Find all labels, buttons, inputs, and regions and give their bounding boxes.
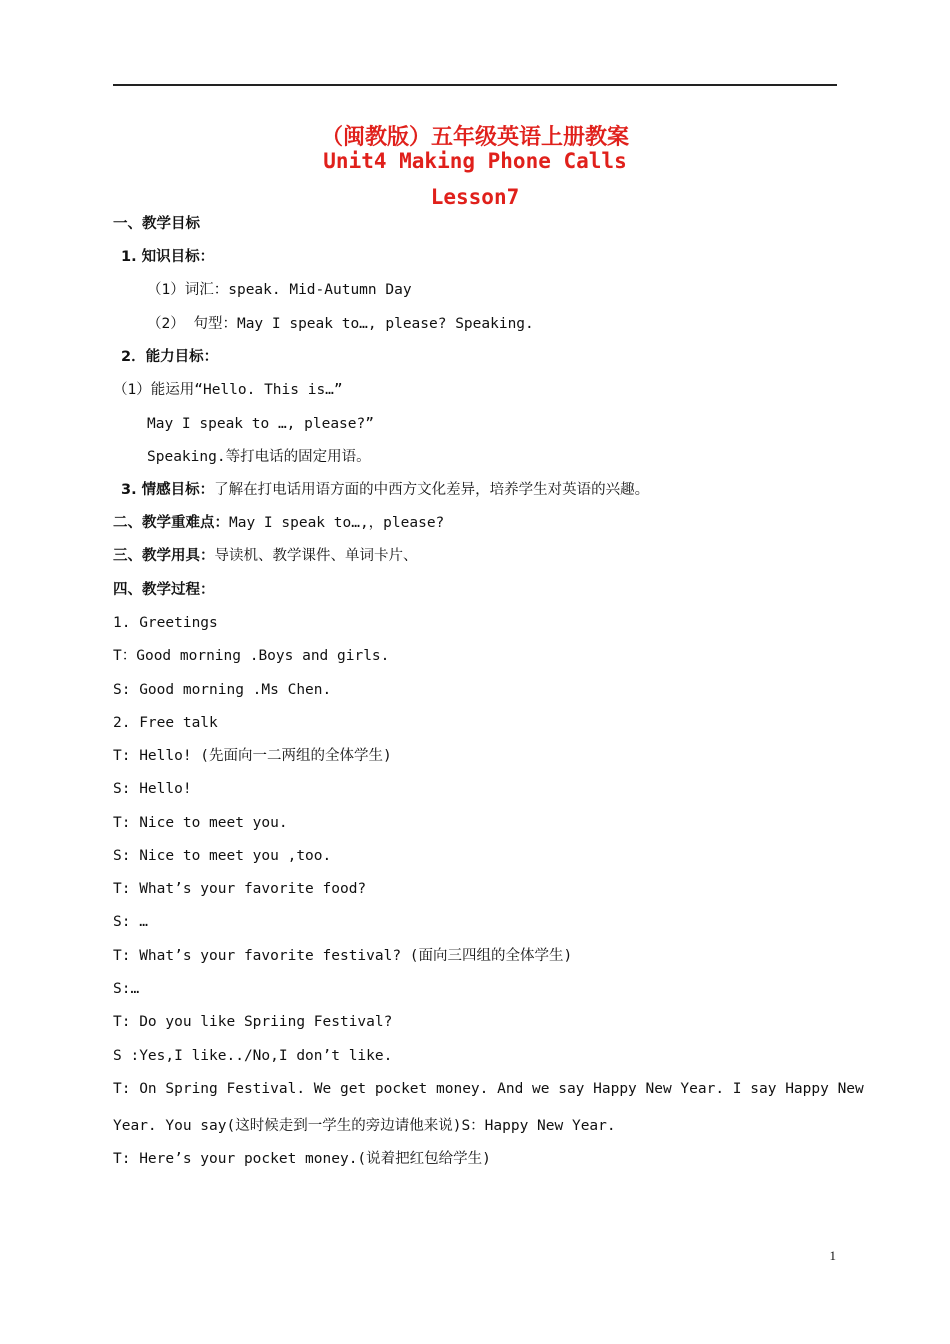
line-text: Speaking.等打电话的固定用语。 — [147, 449, 371, 465]
unit-title: Unit4 Making Phone Calls — [323, 149, 627, 173]
line-text: T: Here’s your pocket money.(说着把红包给学生) — [113, 1151, 491, 1167]
section-heading: 四、教学过程： — [113, 582, 215, 598]
line-text: T: Nice to meet you. — [113, 815, 288, 831]
line-text: T: Do you like Spriing Festival? — [113, 1014, 393, 1030]
section-heading: 1. 知识目标： — [121, 249, 215, 265]
text-line — [113, 513, 444, 533]
line-text: （1）能运用“Hello. This is…” — [113, 382, 343, 398]
line-text: （2） 句型：May I speak to…, please? Speaking. — [147, 316, 534, 332]
text-line — [113, 1116, 616, 1136]
line-detail: 导读机、教学课件、单词卡片、 — [214, 548, 418, 564]
section-heading: 二、教学重难点： — [113, 515, 229, 531]
lesson-title: Lesson7 — [430, 185, 520, 209]
line-text: S: Hello! — [113, 781, 192, 797]
line-text: S: Nice to meet you ,too. — [113, 848, 332, 864]
line-text: 1. Greetings — [113, 615, 218, 631]
line-text: S: … — [113, 914, 148, 930]
line-text: 2. Free talk — [113, 715, 218, 731]
text-line — [113, 846, 331, 866]
text-line — [113, 1079, 864, 1099]
text-line — [113, 713, 218, 733]
line-text: S: Good morning .Ms Chen. — [113, 682, 332, 698]
text-line — [113, 1149, 491, 1169]
line-text: T: Hello! (先面向一二两组的全体学生) — [113, 748, 392, 764]
text-line — [113, 912, 148, 932]
text-line — [147, 414, 374, 434]
text-line — [113, 613, 218, 633]
line-text: T: What’s your favorite food? — [113, 881, 367, 897]
line-detail: May I speak to…,，please? — [229, 515, 445, 531]
text-line — [113, 813, 288, 833]
page-number: 1 — [829, 1248, 836, 1263]
text-line — [113, 879, 366, 899]
text-line — [147, 280, 412, 300]
text-line — [113, 646, 389, 666]
text-line — [113, 1046, 392, 1066]
text-line — [121, 480, 649, 500]
section-heading: 一、教学目标 — [113, 216, 200, 232]
text-line — [113, 979, 139, 999]
text-line — [113, 580, 215, 600]
section-heading: 3. 情感目标： — [121, 482, 215, 498]
line-text: T: What’s your favorite festival? (面向三四组的全体学生) — [113, 948, 573, 964]
section-heading: 三、教学用具： — [113, 548, 215, 564]
line-text: S:… — [113, 981, 140, 997]
header-rule — [113, 84, 837, 86]
text-line — [121, 347, 218, 367]
text-line — [147, 447, 371, 467]
section-heading: 2．能力目标： — [121, 349, 219, 365]
line-text: Year. You say(这时候走到一学生的旁边请他来说)S：Happy New Year. — [113, 1118, 616, 1134]
text-line — [147, 314, 534, 334]
text-line — [113, 214, 200, 234]
text-line — [113, 546, 418, 566]
text-line — [113, 779, 192, 799]
line-detail: 了解在打电话用语方面的中西方文化差异，培养学生对英语的兴趣。 — [214, 482, 650, 498]
line-text: May I speak to …, please?” — [147, 416, 374, 432]
text-line — [113, 1012, 392, 1032]
line-text: T：Good morning .Boys and girls. — [113, 648, 390, 664]
line-text: S :Yes,I like../No,I don’t like. — [113, 1048, 393, 1064]
text-line — [113, 746, 392, 766]
document-title: （闽教版）五年级英语上册教案 — [320, 125, 629, 150]
text-line — [113, 680, 331, 700]
text-line — [121, 247, 214, 267]
text-line — [113, 380, 343, 400]
line-text: （1）词汇：speak. Mid-Autumn Day — [147, 282, 412, 298]
line-text: T: On Spring Festival. We get pocket money. And we say Happy New Year. I say Happy New — [113, 1081, 864, 1097]
text-line — [113, 946, 572, 966]
